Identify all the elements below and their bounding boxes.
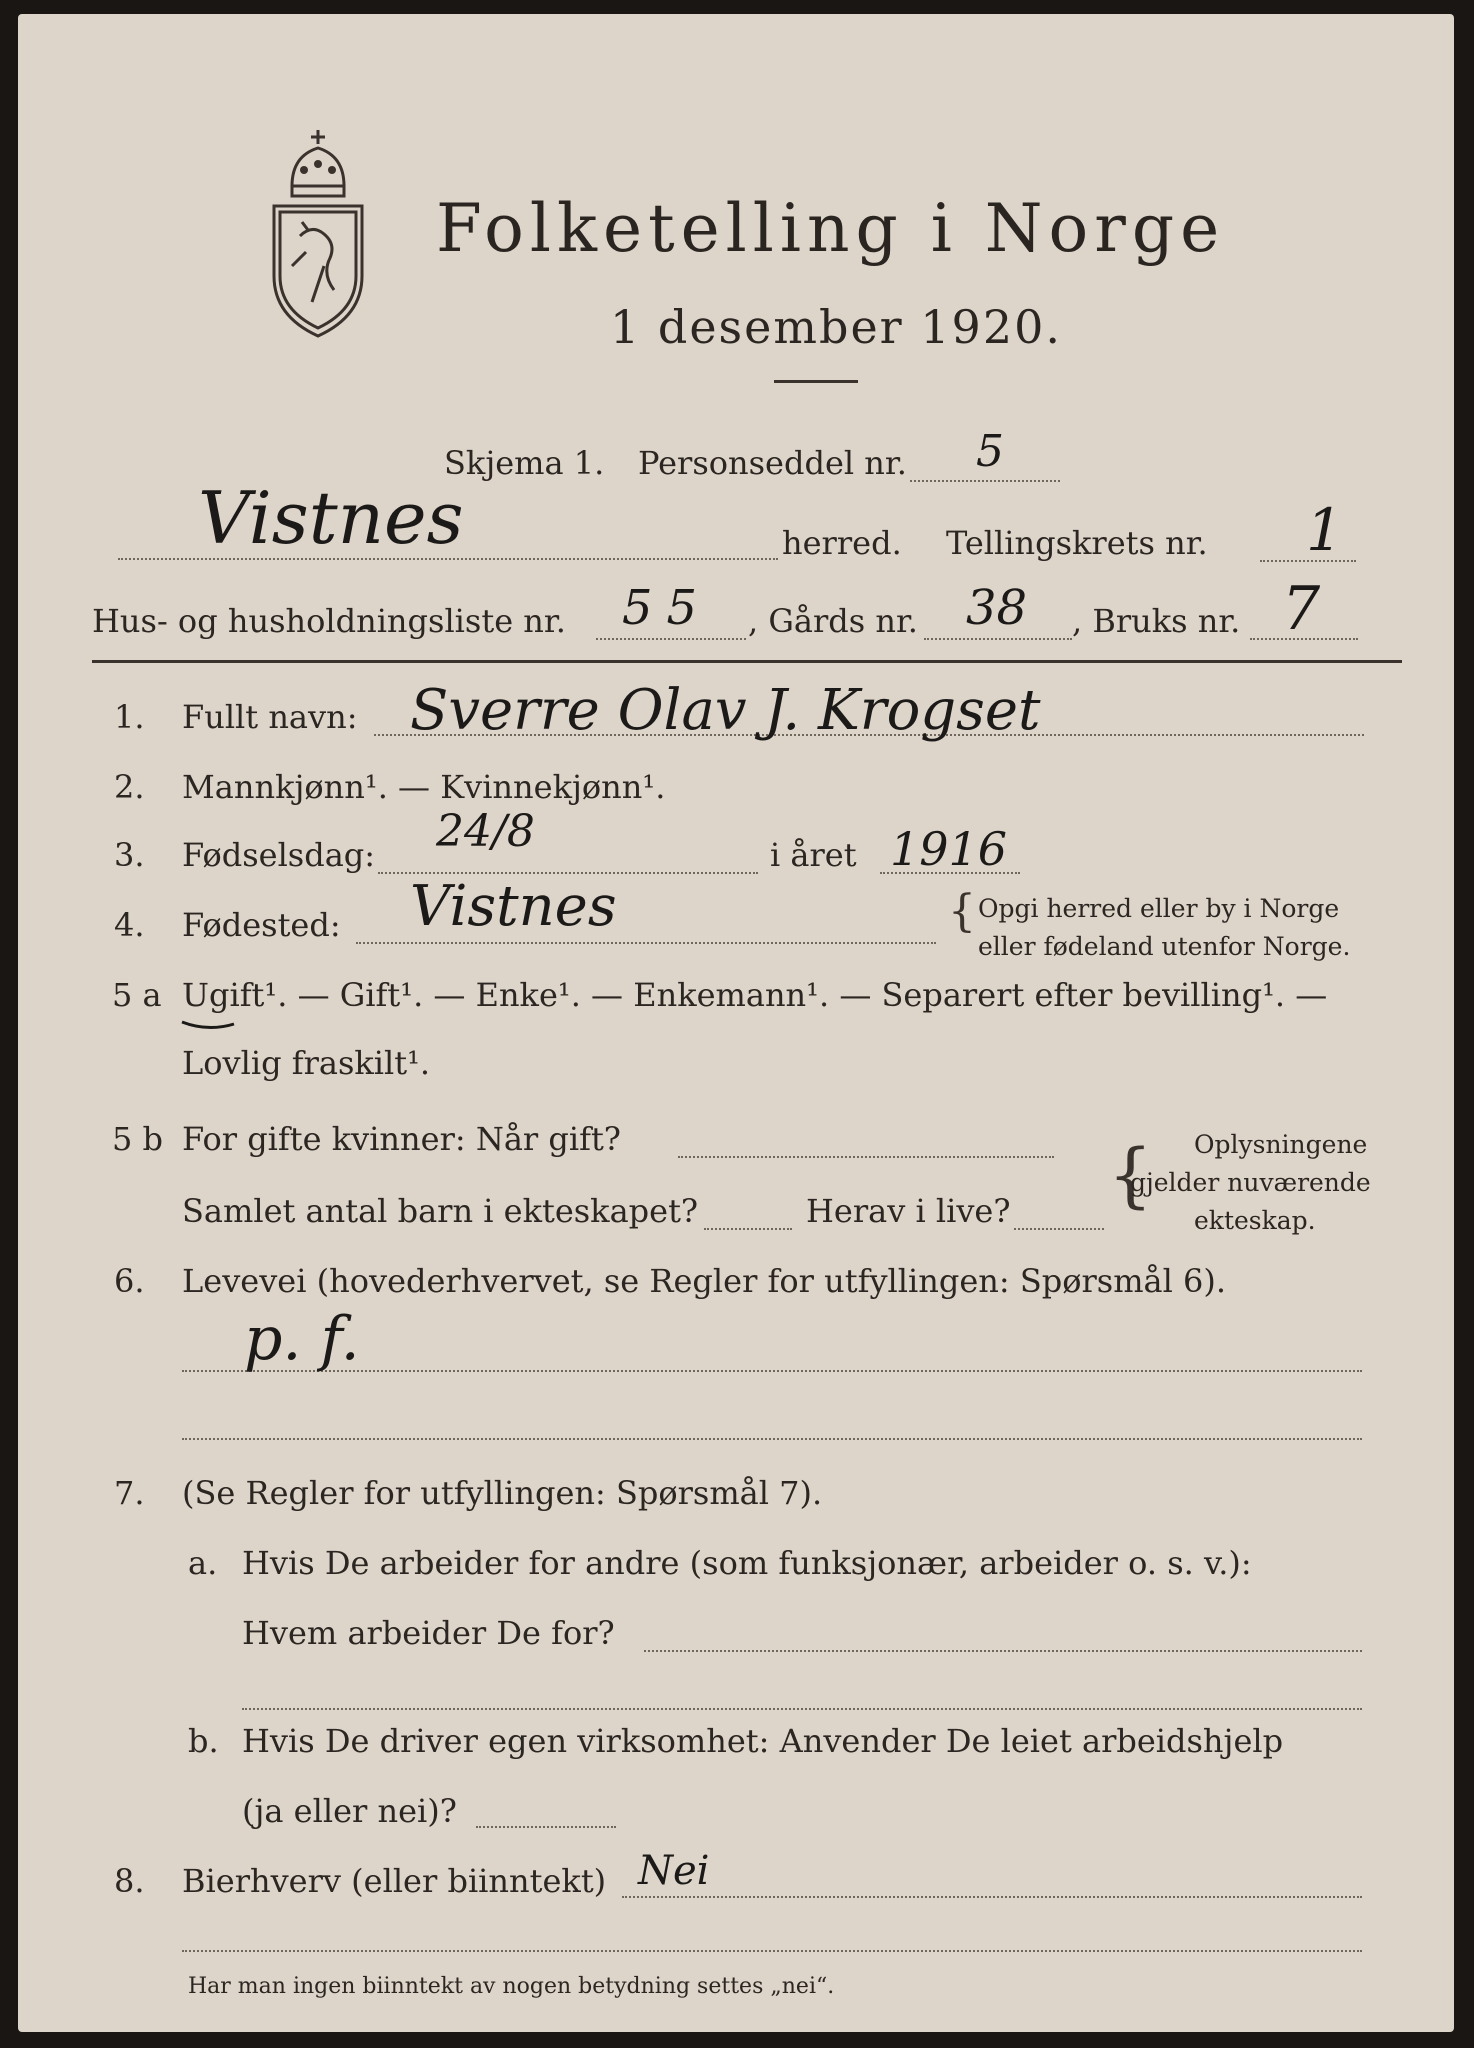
q5b-number: 5 b (112, 1120, 164, 1158)
q7-number: 7. (114, 1474, 145, 1512)
personseddel-value[interactable]: 5 (976, 426, 1004, 477)
q8-label: Bierhverv (eller biinntekt) (182, 1862, 607, 1900)
q7b-line1: Hvis De driver egen virksomhet: Anvender De leiet arbeidshjelp (242, 1722, 1284, 1760)
census-form (18, 14, 1454, 2032)
schema-label: Skjema 1. (444, 444, 605, 482)
q5b-line2a: Samlet antal barn i ekteskapet? (182, 1192, 699, 1230)
bruks-label: , Bruks nr. (1072, 602, 1241, 640)
footer-note: Har man ingen biinntekt av nogen betydning settes „nei“. (188, 1974, 835, 1999)
form-title: Folketelling i Norge (436, 190, 1226, 267)
q5b-note-brace: { (1108, 1134, 1153, 1216)
q3-year-label: i året (770, 836, 857, 874)
q5a-number: 5 a (112, 976, 162, 1014)
q4-label: Fødested: (182, 906, 341, 944)
q5b-line1: For gifte kvinner: Når gift? (182, 1120, 621, 1158)
header-rule (92, 660, 1402, 663)
q8-number: 8. (114, 1862, 145, 1900)
q7a-employer-line (644, 1650, 1362, 1652)
q4-note-brace: { (948, 886, 976, 937)
q2-number: 2. (114, 768, 145, 806)
q6-value[interactable]: p. f. (244, 1304, 360, 1374)
q5b-note-line2: gjelder nuværende (1130, 1168, 1371, 1197)
hus-label: Hus- og husholdningsliste nr. (92, 602, 566, 640)
q3-label: Fødselsdag: (182, 836, 376, 874)
q6-line2 (182, 1438, 1362, 1440)
q6-text: Levevei (hovederhvervet, se Regler for utfyllingen: Spørsmål 6). (182, 1262, 1227, 1300)
q7a-line2: Hvem arbeider De for? (242, 1614, 615, 1652)
q4-line (356, 942, 936, 944)
gards-value[interactable]: 38 (966, 580, 1028, 636)
q8-value[interactable]: Nei (638, 1848, 710, 1894)
q5b-line2b: Herav i live? (806, 1192, 1011, 1230)
q6-number: 6. (114, 1262, 145, 1300)
title-divider (774, 380, 858, 383)
q7a-line1: Hvis De arbeider for andre (som funksjonær, arbeider o. s. v.): (242, 1544, 1252, 1582)
q5b-children-line (704, 1228, 792, 1230)
q7a-number: a. (188, 1544, 218, 1582)
q5b-note-line3: ekteskap. (1194, 1206, 1316, 1235)
herred-label: herred. (782, 524, 902, 562)
personseddel-line (910, 480, 1060, 482)
q4-number: 4. (114, 906, 145, 944)
q8-extra-line (182, 1950, 1362, 1952)
q1-number: 1. (114, 698, 145, 736)
q3-number: 3. (114, 836, 145, 874)
tellingskrets-value[interactable]: 1 (1306, 496, 1343, 564)
q8-line (622, 1896, 1362, 1898)
herred-value[interactable]: Vistnes (198, 476, 464, 560)
gards-label: , Gårds nr. (748, 602, 918, 640)
q2-text: Mannkjønn¹. — Kvinnekjønn¹. (182, 768, 666, 806)
gards-line (924, 638, 1072, 640)
bruks-value[interactable]: 7 (1282, 574, 1321, 644)
q5b-note-line1: Oplysningene (1194, 1130, 1368, 1159)
hus-value[interactable]: 55 (622, 580, 712, 636)
q7-text: (Se Regler for utfyllingen: Spørsmål 7). (182, 1474, 823, 1512)
q5a-line1: Ugift¹. — Gift¹. — Enke¹. — Enkemann¹. — Separert efter bevilling¹. — (182, 976, 1328, 1014)
q1-value[interactable]: Sverre Olav J. Krogset (410, 678, 1041, 743)
q1-label: Fullt navn: (182, 698, 358, 736)
q5a-line2: Lovlig fraskilt¹. (182, 1044, 431, 1082)
q4-note-line1: Opgi herred eller by i Norge (978, 894, 1340, 923)
q5b-alive-line (1014, 1228, 1104, 1230)
q4-value[interactable]: Vistnes (410, 874, 617, 939)
q7b-answer-line (476, 1826, 616, 1828)
q7b-line2: (ja eller nei)? (242, 1792, 457, 1830)
q4-note-line2: eller fødeland utenfor Norge. (978, 932, 1351, 961)
form-date: 1 desember 1920. (610, 300, 1062, 354)
q3-value[interactable]: 24/8 (436, 806, 535, 857)
q7b-number: b. (188, 1722, 219, 1760)
q7a-extra-line (242, 1708, 1362, 1710)
personseddel-label: Personseddel nr. (638, 444, 907, 482)
tellingskrets-label: Tellingskrets nr. (946, 524, 1208, 562)
q5b-married-line (678, 1156, 1054, 1158)
q3-year-value[interactable]: 1916 (890, 822, 1008, 876)
coat-of-arms-icon (262, 126, 374, 342)
hus-line (596, 638, 746, 640)
q5a-underline-mark (178, 1018, 238, 1032)
